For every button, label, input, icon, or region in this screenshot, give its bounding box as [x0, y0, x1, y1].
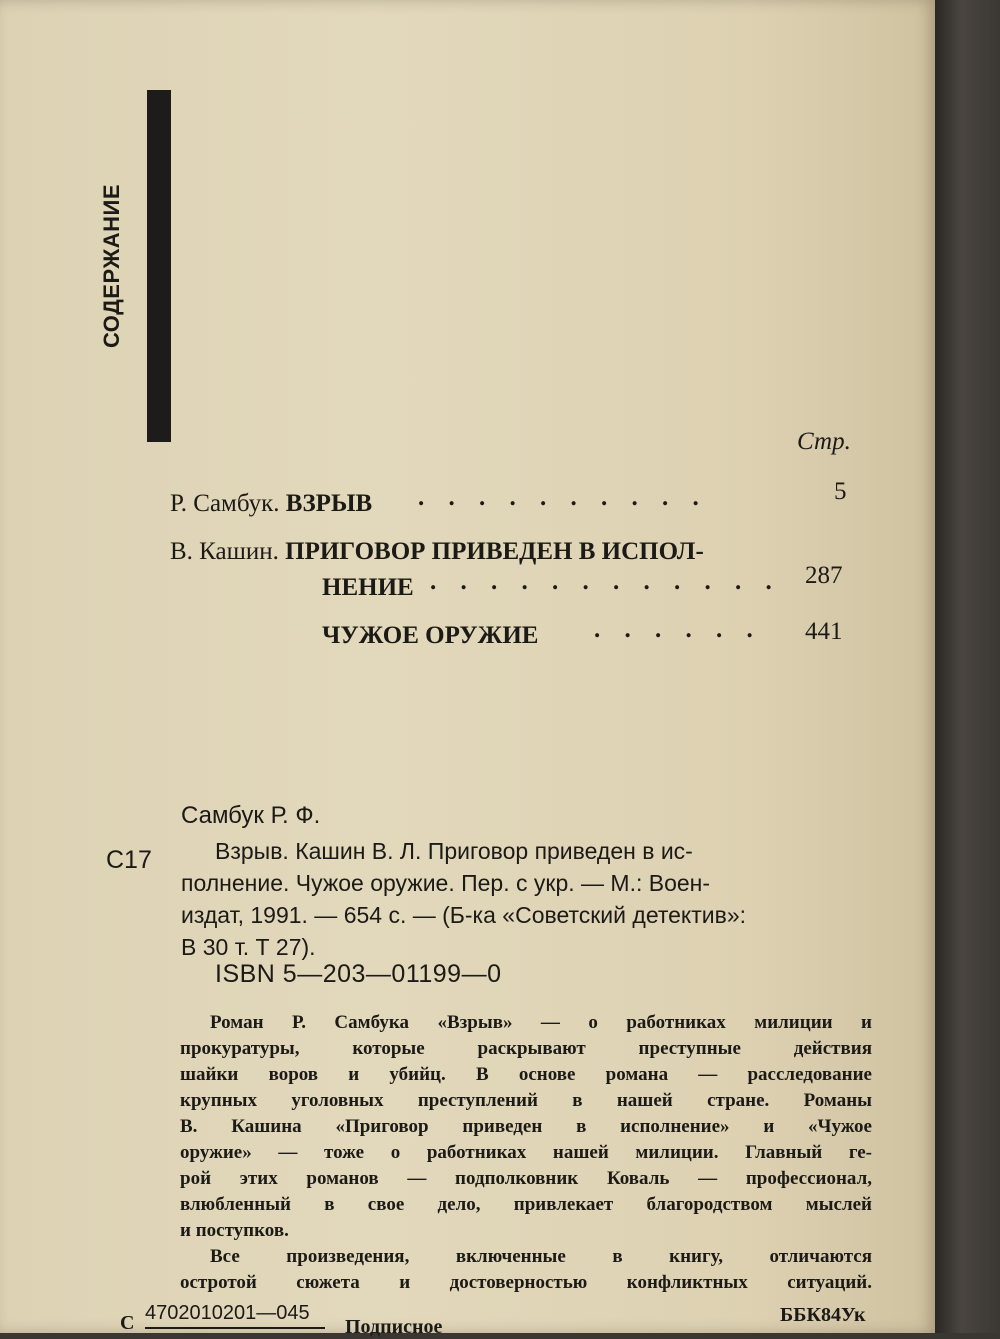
catalog-line-3: издат, 1991. — 654 с. — (Б-ка «Советский детектив»:: [181, 902, 747, 928]
annotation-line: крупных уголовных преступлений в нашей стране. Романы: [180, 1090, 872, 1111]
footer-bbk: ББК84Ук: [780, 1304, 866, 1326]
annotation-line: остротой сюжета и достоверностью конфликтных ситуаций.: [180, 1272, 872, 1293]
footer-prefix: С: [120, 1312, 135, 1334]
toc-author: Р. Самбук.: [170, 490, 280, 517]
toc-author: В. Кашин.: [170, 538, 279, 565]
footer-subscription: Подписное: [345, 1316, 443, 1338]
toc-title: ПРИГОВОР ПРИВЕДЕН В ИСПОЛ-: [285, 538, 704, 565]
catalog-line-2: полнение. Чужое оружие. Пер. с укр. — М.: Воен-: [181, 870, 711, 896]
catalog-line-1: Взрыв. Кашин В. Л. Приговор приведен в ис-: [215, 838, 693, 864]
annotation-line: шайки воров и убийц. В основе романа — расследование: [180, 1064, 872, 1085]
annotation-line: и поступков.: [180, 1220, 289, 1241]
annotation-line: Все произведения, включенные в книгу, отличаются: [210, 1246, 872, 1267]
decorative-vertical-bar: [147, 90, 171, 442]
contents-heading: СОДЕРЖАНИЕ: [99, 183, 124, 349]
toc-title-continued: НЕНИЕ: [322, 574, 414, 601]
annotation-line: В. Кашина «Приговор приведен в исполнение» и «Чужое: [180, 1116, 872, 1137]
annotation: [180, 1010, 872, 1296]
catalog-author: Самбук Р. Ф.: [181, 802, 321, 829]
toc-entry-2: [170, 538, 704, 566]
footer-number-text: 4702010201—045: [145, 1302, 310, 1324]
annotation-line: оружие» — тоже о работниках нашей милиции. Главный ге-: [180, 1142, 872, 1163]
footer-number: [145, 1302, 325, 1329]
annotation-line: рой этих романов — подполковник Коваль — профессионал,: [180, 1168, 872, 1189]
toc-leader-dots: . . . . . . . . . .: [418, 484, 708, 511]
book-edge: [935, 0, 1000, 1333]
toc-leader-dots: . . . . . . . . . . . .: [430, 568, 781, 595]
catalog-code: С17: [106, 846, 152, 874]
toc-entry-3: ЧУЖОЕ ОРУЖИЕ: [322, 622, 539, 649]
catalog-line-4: В 30 т. Т 27).: [181, 934, 316, 960]
toc-leader-dots: . . . . . .: [594, 616, 762, 643]
toc-page-number: 441: [805, 618, 843, 645]
toc-page-number: 5: [834, 478, 847, 505]
annotation-line: влюбленный в свое дело, привлекает благородством мыслей: [180, 1194, 872, 1215]
toc-title: ВЗРЫВ: [285, 490, 373, 517]
isbn: ISBN 5—203—01199—0: [215, 960, 502, 988]
toc-entry-1: [170, 490, 372, 518]
annotation-line: Роман Р. Самбука «Взрыв» — о работниках милиции и: [210, 1012, 872, 1033]
toc-page-number: 287: [805, 562, 843, 589]
footer-rule: [145, 1327, 325, 1329]
page-column-label: Стр.: [797, 428, 851, 455]
annotation-line: прокуратуры, которые раскрывают преступные действия: [180, 1038, 872, 1059]
